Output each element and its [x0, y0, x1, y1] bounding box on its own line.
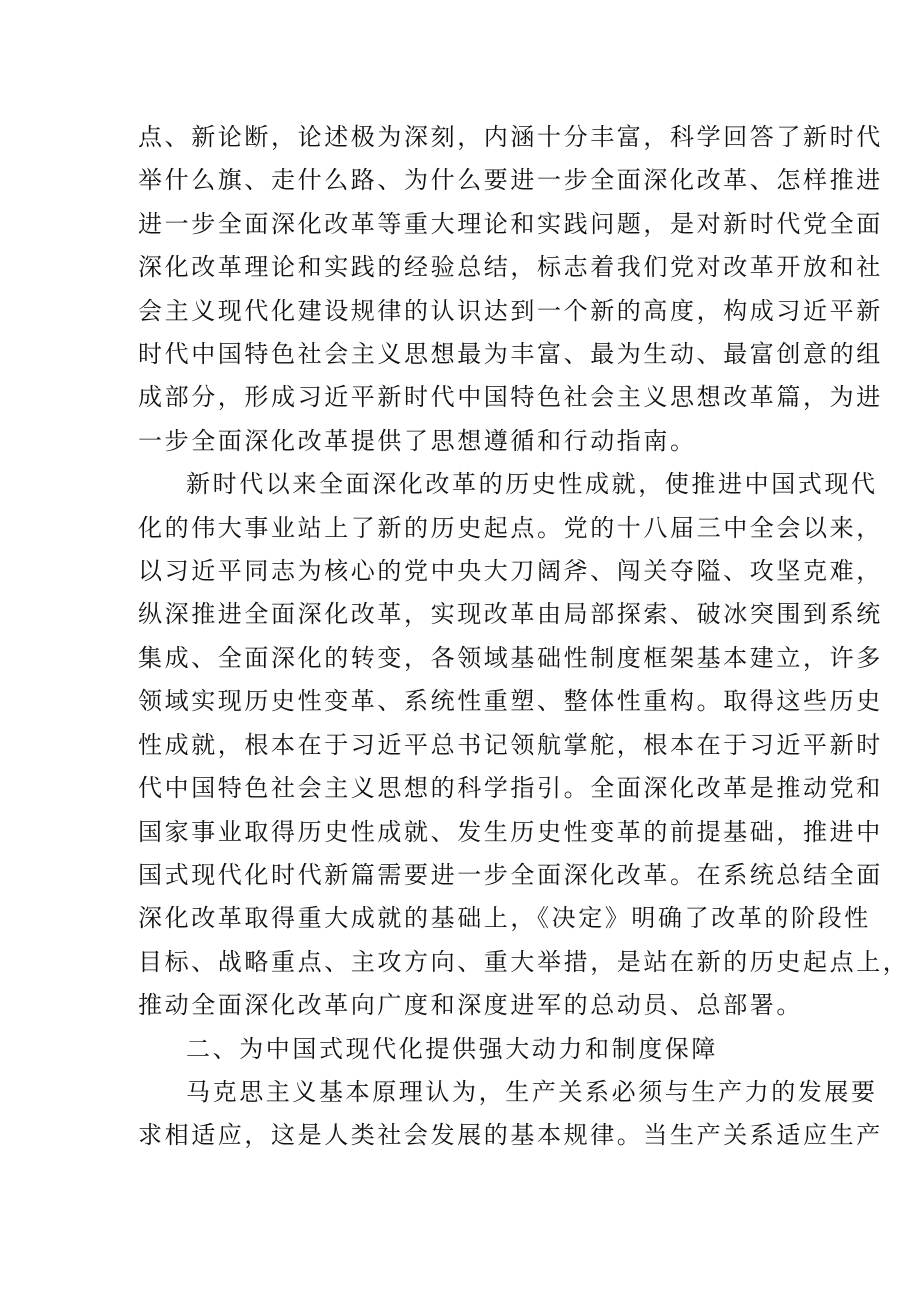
text-line: 国式现代化时代新篇需要进一步全面深化改革。在系统总结全面 [138, 860, 883, 889]
section-heading: 二、为中国式现代化提供强大动力和制度保障 [186, 1034, 718, 1063]
text-line: 时代中国特色社会主义思想最为丰富、最为生动、最富创意的组 [138, 340, 883, 369]
text-line: 领域实现历史性变革、系统性重塑、整体性重构。取得这些历史 [138, 687, 883, 716]
text-line: 推动全面深化改革向广度和深度进军的总动员、总部署。 [138, 991, 803, 1020]
text-line: 集成、全面深化的转变，各领域基础性制度框架基本建立，许多 [138, 643, 883, 672]
paragraph-marxism-principle [138, 1071, 883, 1158]
text-line: 深化改革取得重大成就的基础上，《决定》明确了改革的阶段性 [138, 904, 871, 933]
text-line: 性成就，根本在于习近平总书记领航掌舵，根本在于习近平新时 [138, 730, 883, 759]
text-line: 举什么旗、走什么路、为什么要进一步全面深化改革、怎样推进 [138, 166, 883, 195]
text-line: 国家事业取得历史性成就、发生历史性变革的前提基础，推进中 [138, 817, 883, 846]
text-line: 进一步全面深化改革等重大理论和实践问题，是对新时代党全面 [138, 209, 883, 238]
paragraph-continuation [138, 116, 883, 463]
text-line: 以习近平同志为核心的党中央大刀阔斧、闯关夺隘、攻坚克难， [138, 557, 883, 586]
section-heading-block [138, 1028, 798, 1071]
text-line: 纵深推进全面深化改革，实现改革由局部探索、破冰突围到系统 [138, 600, 883, 629]
text-line: 马克思主义基本原理认为，生产关系必须与生产力的发展要 [186, 1077, 878, 1106]
text-line: 一步全面深化改革提供了思想遵循和行动指南。 [138, 426, 697, 455]
text-line: 点、新论断，论述极为深刻，内涵十分丰富，科学回答了新时代 [138, 123, 883, 151]
paragraph-historic-achievements [138, 463, 910, 1027]
text-line: 新时代以来全面深化改革的历史性成就，使推进中国式现代 [186, 470, 878, 499]
text-line: 代中国特色社会主义思想的科学指引。全面深化改革是推动党和 [138, 774, 883, 803]
text-line: 深化改革理论和实践的经验总结，标志着我们党对改革开放和社 [138, 253, 883, 282]
text-line: 化的伟大事业站上了新的历史起点。党的十八届三中全会以来， [138, 513, 883, 542]
text-line: 目标、战略重点、主攻方向、重大举措，是站在新的历史起点上， [138, 947, 910, 976]
document-body [138, 116, 910, 1158]
text-line: 求相适应，这是人类社会发展的基本规律。当生产关系适应生产 [138, 1121, 883, 1150]
text-line: 会主义现代化建设规律的认识达到一个新的高度，构成习近平新 [138, 296, 883, 325]
text-line: 成部分，形成习近平新时代中国特色社会主义思想改革篇，为进 [138, 383, 883, 412]
